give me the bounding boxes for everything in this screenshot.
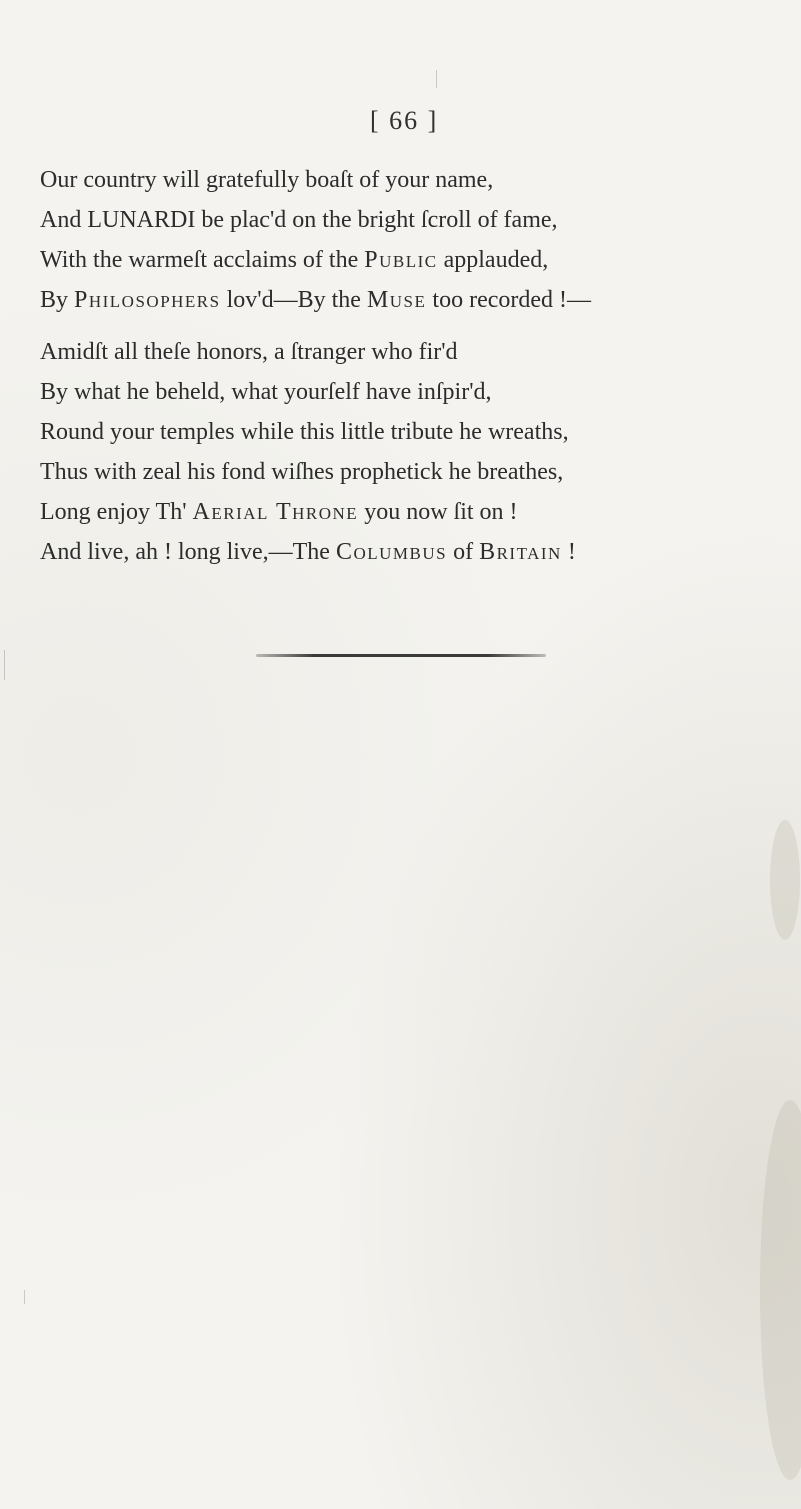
poem-line [40,200,780,240]
line-text: too recorded !— [426,287,592,313]
small-caps-text: Britain [479,539,562,565]
poem-line [40,452,780,492]
stanza-2 [40,332,780,572]
line-text: applauded, [437,247,549,273]
poem-line [40,280,780,320]
line-text: Amidſt all theſe honors, a ſtranger who fir'd [40,339,458,365]
paper-stain [770,820,800,940]
poem-line [40,372,780,412]
small-caps-text: Philosophers [74,287,221,313]
margin-speck [24,1290,25,1304]
poem-line [40,240,780,280]
margin-speck [436,70,437,88]
small-caps-text: Columbus [335,539,448,565]
ornamental-rule [256,654,546,657]
poem-line [40,412,780,452]
line-text: of [447,539,480,565]
line-text: Long enjoy Th' [40,499,193,525]
poem-line [40,492,780,532]
line-text: you now ſit on ! [358,499,518,525]
line-text: And LUNARDI be plac'd on the bright ſcroll of fame, [40,207,558,233]
line-text: lov'd—By the [220,287,367,313]
line-text: Our country will gratefully boaſt of your name, [40,167,494,193]
margin-speck [4,650,5,680]
line-text: Thus with zeal his fond wiſhes prophetick he breathes, [40,459,564,485]
poem-line [40,160,780,200]
line-text: By [40,287,75,313]
line-text: ! [561,539,576,565]
small-caps-text: Muse [366,287,427,313]
line-text: By what he beheld, what yourſelf have inſpir'd, [40,379,492,405]
poem-line [40,532,780,572]
stanza-1 [40,160,780,320]
line-text: Round your temples while this little tribute he wreaths, [40,419,569,445]
line-text: And live, ah ! long live,—The [40,539,336,565]
line-text: With the warmeſt acclaims of the [40,247,365,273]
page-number: [ 66 ] [370,106,439,135]
small-caps-text: Public [364,247,438,273]
poem-line [40,332,780,372]
small-caps-text: Aerial Throne [192,499,359,525]
paper-stain [760,1100,801,1480]
